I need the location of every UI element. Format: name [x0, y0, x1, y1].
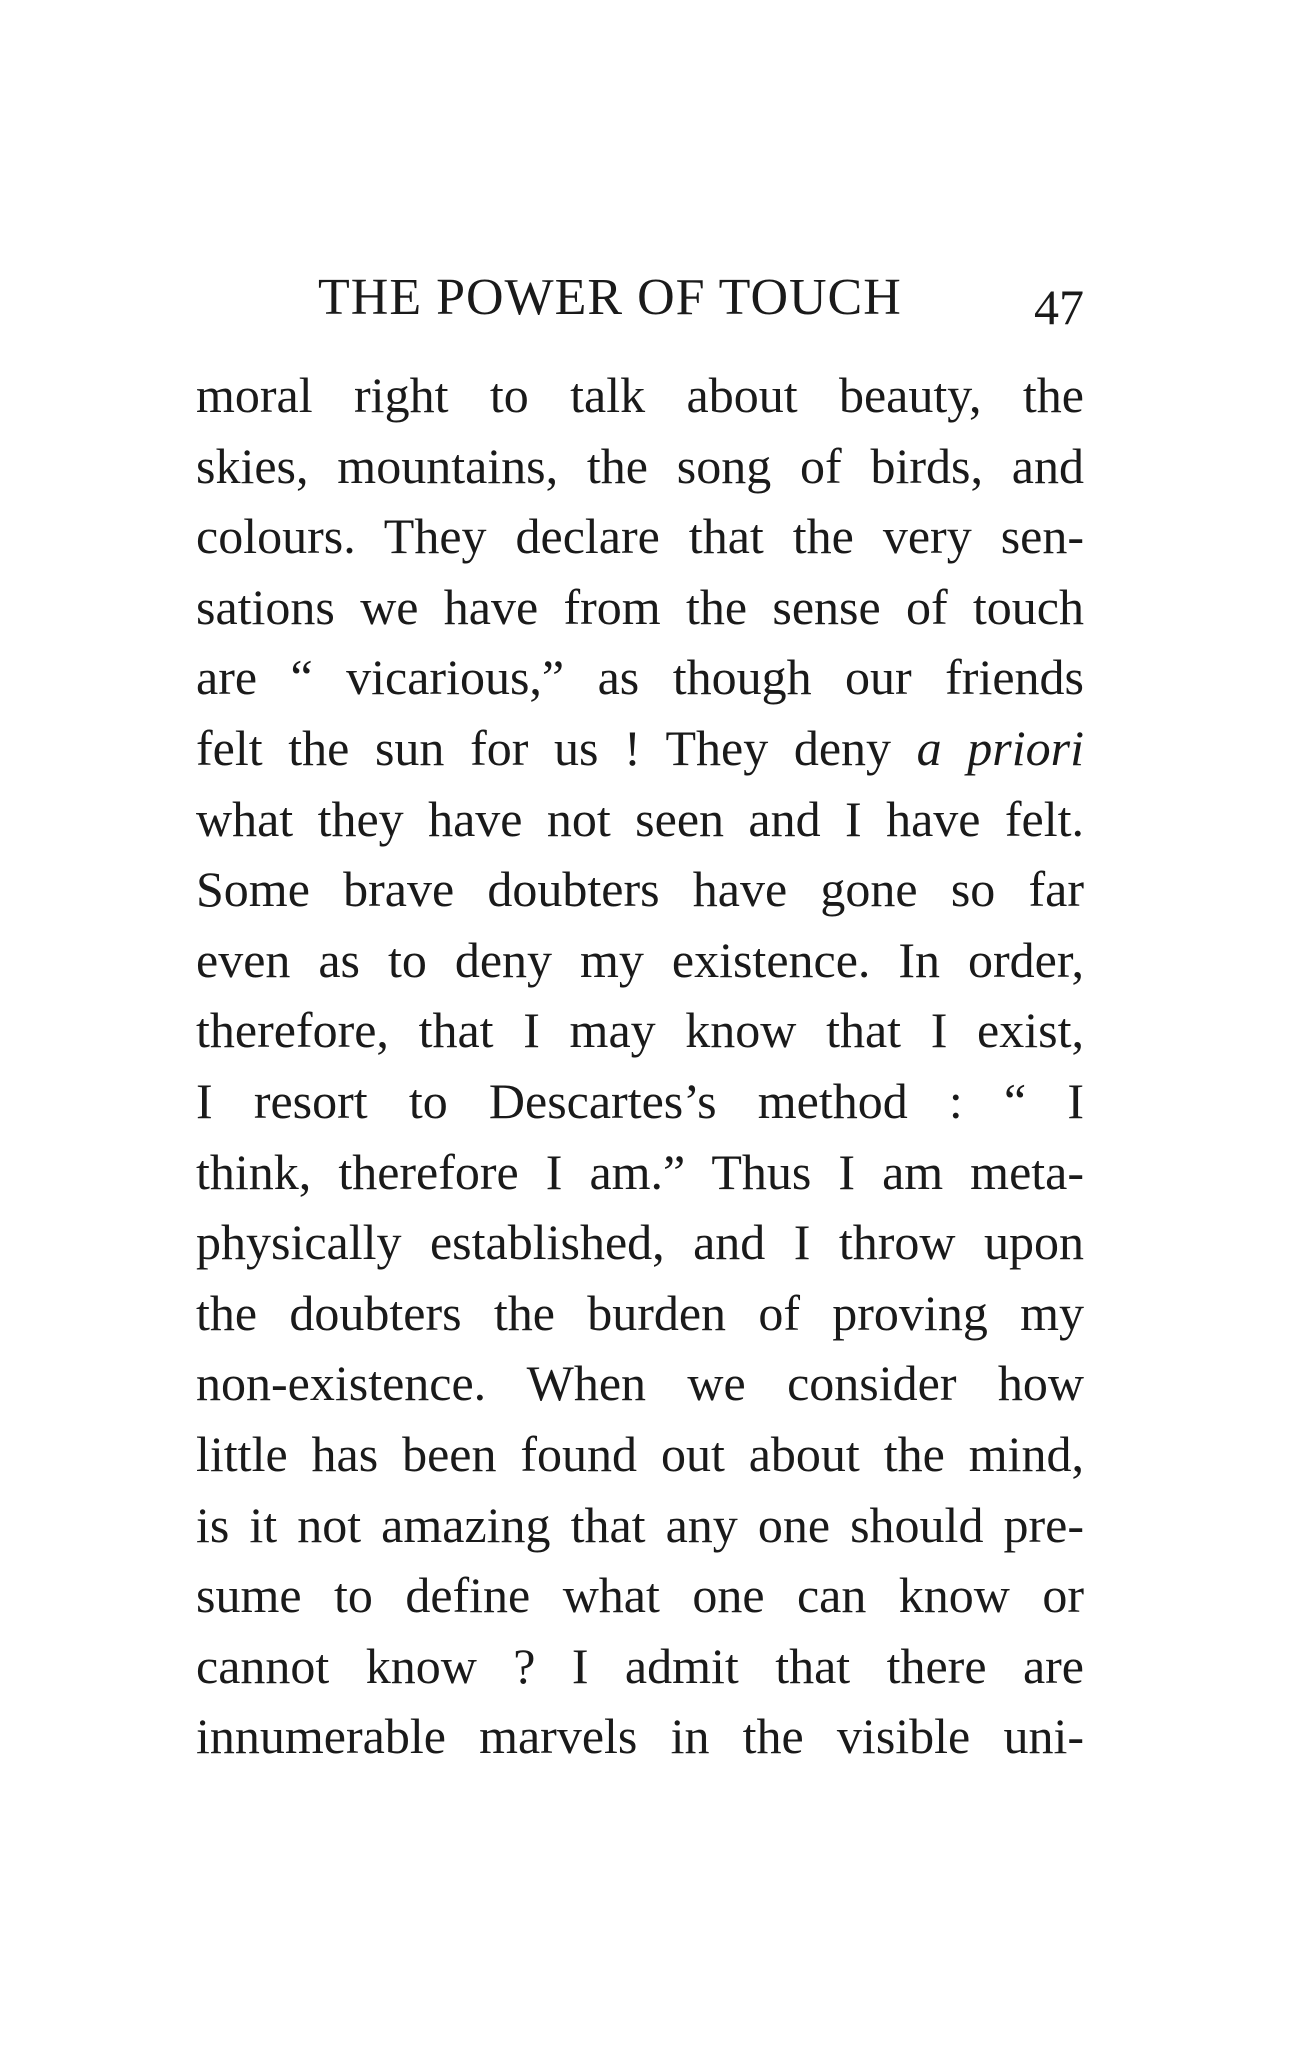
- text-line: moral right to talk about beauty, the: [196, 367, 1084, 423]
- text-line: what they have not seen and I have felt.: [196, 790, 1084, 847]
- text-line: think, therefore I am.” Thus I am meta-: [196, 1143, 1084, 1200]
- text-line: non-existence. When we consider how: [196, 1355, 1084, 1412]
- text-line: sume to define what one can know or: [196, 1567, 1084, 1624]
- body-text: [196, 360, 1084, 1772]
- text-line: is it not amazing that any one should pre-: [196, 1496, 1084, 1553]
- text-line: little has been found out about the mind,: [196, 1425, 1084, 1482]
- page-number: 47: [1034, 279, 1084, 335]
- text-line: skies, mountains, the song of birds, and: [196, 437, 1084, 494]
- text-line: cannot know ? I admit that there are: [196, 1637, 1084, 1694]
- text-line: even as to deny my existence. In order,: [196, 931, 1084, 988]
- italic-phrase: a priori: [916, 719, 1084, 776]
- text-line: the doubters the burden of proving my: [196, 1284, 1084, 1341]
- text-line: are “ vicarious,” as though our friends: [196, 649, 1084, 706]
- text-line: Some brave doubters have gone so far: [196, 861, 1084, 918]
- text-line: physically established, and I throw upon: [196, 1214, 1084, 1271]
- text-line: sations we have from the sense of touch: [196, 578, 1084, 635]
- text-line: I resort to Descartes’s method : “ I: [196, 1072, 1084, 1129]
- text-line: colours. They declare that the very sen-: [196, 508, 1084, 565]
- running-title: THE POWER OF TOUCH: [318, 269, 902, 326]
- text-line: felt the sun for us ! They deny a priori: [196, 719, 1084, 776]
- text-line: therefore, that I may know that I exist,: [196, 1002, 1084, 1059]
- text-line: innumerable marvels in the visible uni-: [196, 1708, 1084, 1765]
